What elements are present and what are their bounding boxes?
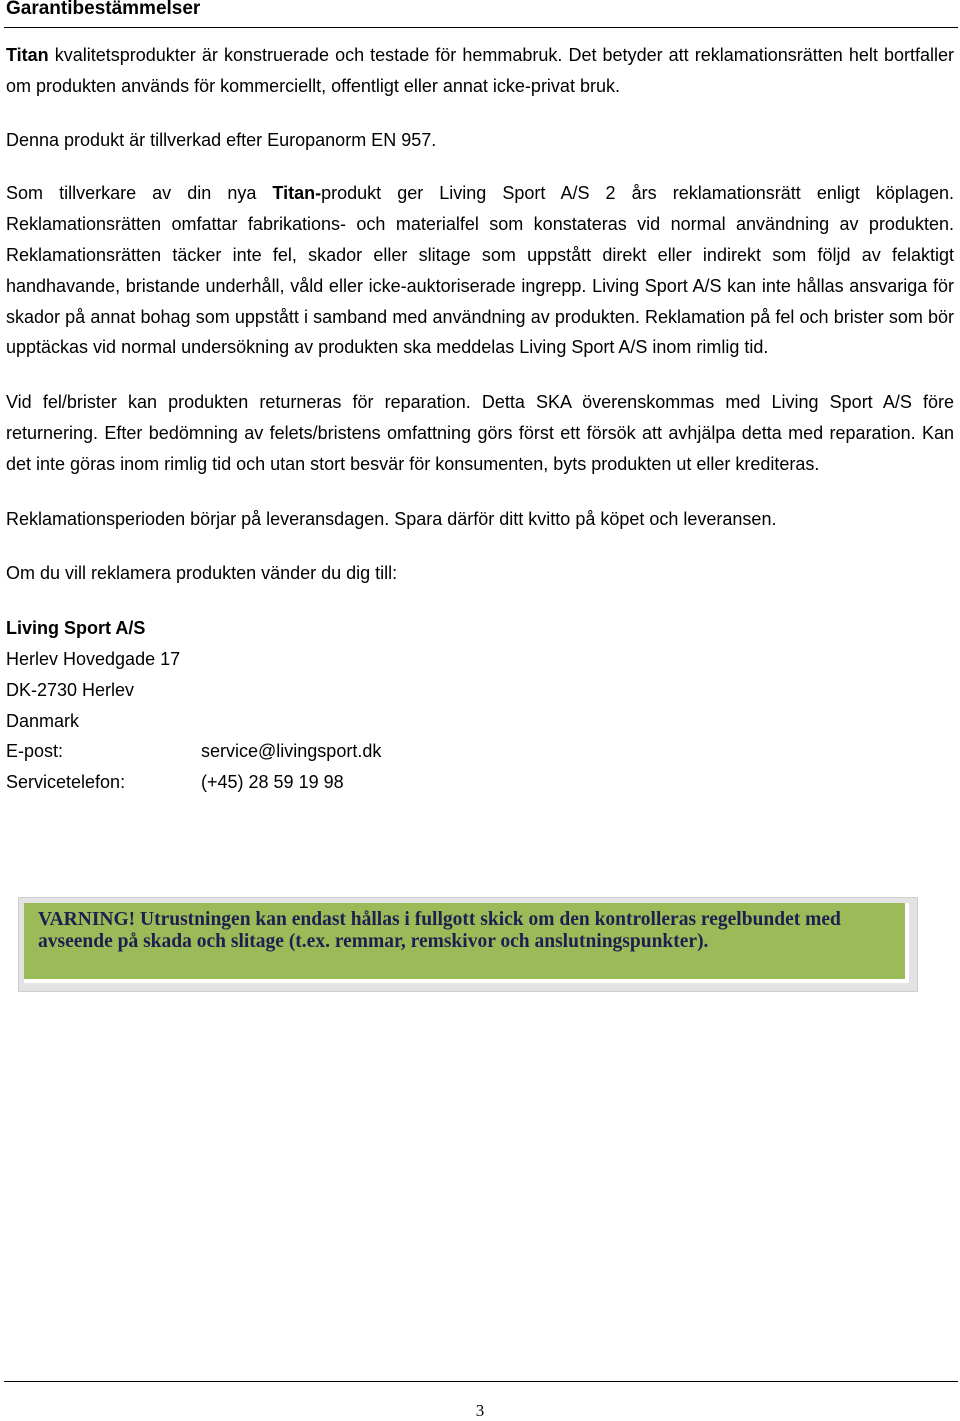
email-label: E-post:	[6, 741, 64, 762]
brand-name: Titan-	[272, 183, 322, 204]
address-street: Herlev Hovedgade 17	[6, 648, 181, 669]
heading-divider	[4, 27, 958, 28]
phone-label: Servicetelefon:	[6, 772, 126, 793]
paragraph-scope	[6, 40, 954, 102]
paragraph-warranty-lead: Som tillverkare av din nya	[6, 183, 273, 204]
phone-row	[6, 767, 954, 798]
warning-box: VARNING! Utrustningen kan endast hållas i fullgott skick om den kontrolleras regelbundet med avseende på skada och slitage (t.ex. remmar, remskivor och anslutningspunkter).	[24, 903, 909, 983]
brand-name: Titan	[6, 45, 49, 65]
address-city: DK-2730 Herlev	[6, 679, 135, 700]
paragraph-standard: Denna produkt är tillverkad efter Europanorm EN 957.	[6, 129, 437, 150]
phone-value: (+45) 28 59 19 98	[201, 772, 344, 793]
email-row	[6, 736, 954, 767]
document-body	[6, 40, 954, 798]
section-heading: Garantibestämmelser	[6, 0, 201, 19]
paragraph-period: Reklamationsperioden börjar på leveransdagen. Spara därför ditt kvitto på köpet och leveransen.	[6, 508, 777, 529]
page-number: 3	[475, 1401, 485, 1420]
email-value[interactable]: service@livingsport.dk	[201, 741, 382, 762]
contact-address	[6, 613, 954, 798]
paragraph-warranty-text: produkt ger Living Sport A/S 2 års reklamationsrätt enligt köplagen. Reklamationsrätten omfattar fabrikations- och materialfel som konstateras vid normal användning av produkten. Reklamationsrätten täcker inte fel, skador eller slitage som uppstått direkt eller indirekt som följd av felaktigt handhavande, bristande underhåll, våld eller icke-auktoriserade ingrepp. Living Sport A/S kan inte hållas ansvariga för skador på annat bohag som uppstått i samband med användning av produkten. Reklamation på fel och brister som bör upptäckas vid normal undersökning av produkten ska meddelas Living Sport A/S inom rimlig tid.	[6, 183, 954, 358]
paragraph-scope-text: kvalitetsprodukter är konstruerade och testade för hemmabruk. Det betyder att reklamationsrätten helt bortfaller om produkten används för kommerciellt, offentligt eller annat icke-privat bruk.	[6, 45, 954, 96]
paragraph-warranty	[6, 178, 954, 363]
address-country: Danmark	[6, 710, 80, 731]
company-name: Living Sport A/S	[6, 618, 146, 639]
paragraph-returns: Vid fel/brister kan produkten returneras för reparation. Detta SKA överenskommas med Living Sport A/S före returnering. Efter bedömning av felets/bristens omfattning görs först ett försök att avhjälpa detta med reparation. Kan det inte göras inom rimlig tid och utan stort besvär för konsumenten, byts produkten ut eller krediteras.	[6, 392, 954, 474]
paragraph-contact-intro: Om du vill reklamera produkten vänder du dig till:	[6, 563, 398, 584]
footer-divider	[4, 1381, 958, 1382]
